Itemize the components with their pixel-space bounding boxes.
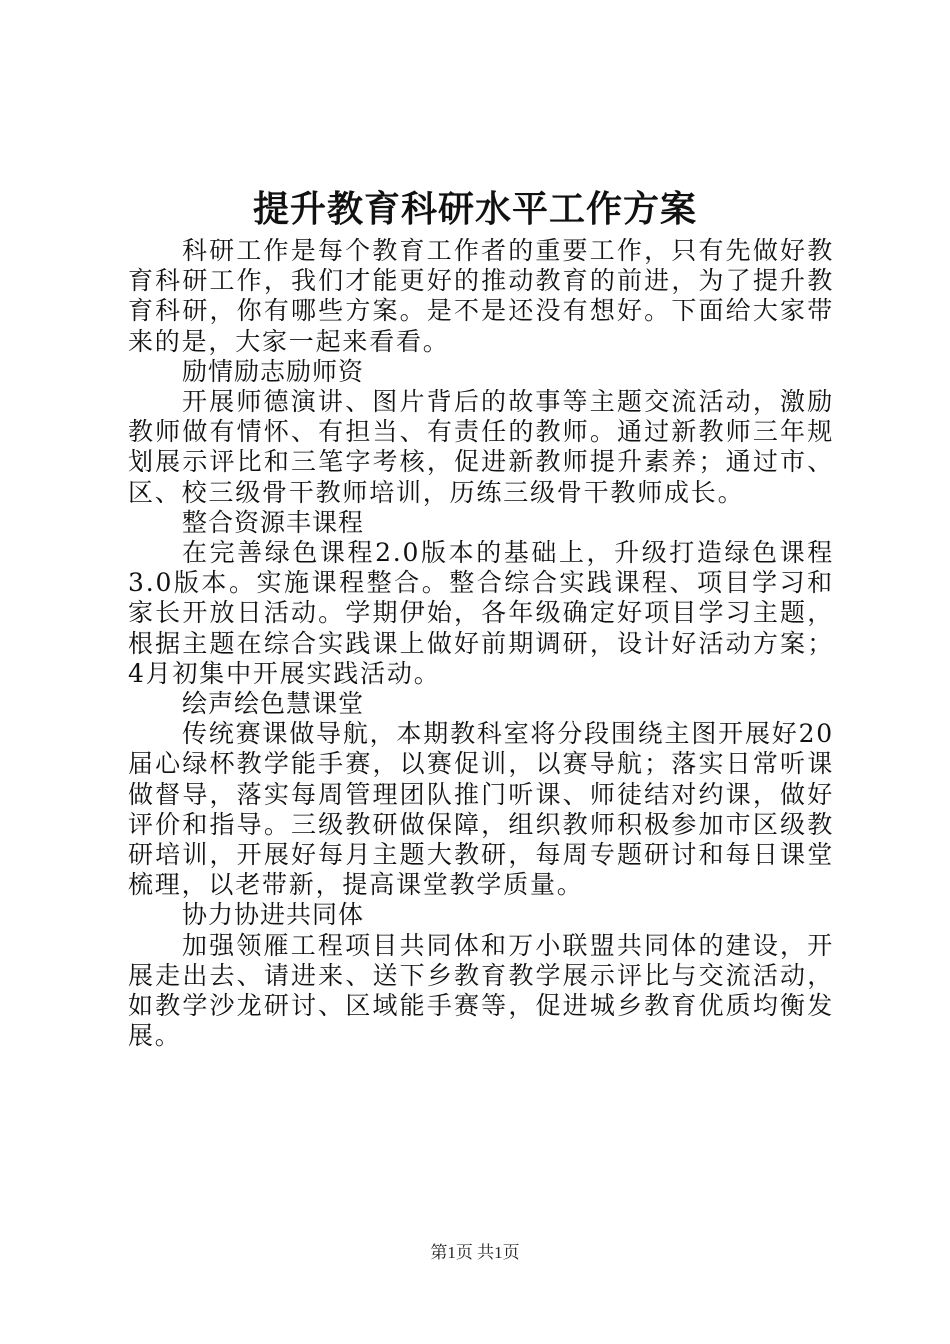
intro-paragraph: 科研工作是每个教育工作者的重要工作，只有先做好教育科研工作，我们才能更好的推动教育的前进，为了提升教育科研，你有哪些方案。是不是还没有想好。下面给大家带来的是，大家一起来看看。 <box>128 236 834 356</box>
page-footer: 第1页 共1页 <box>430 1243 520 1262</box>
section-heading-1: 励情励志励师资 <box>182 356 365 386</box>
section-paragraph-3: 传统赛课做导航，本期教科室将分段围绕主图开展好20届心绿杯教学能手赛，以赛促训，以赛导航；落实日常听课做督导，落实每周管理团队推门听课、师徒结对约课，做好评价和指导。三级教研做保障，组织教师积极参加市区级教研培训，开展好每月主题大教研，每周专题研讨和每日课堂梳理，以老带新，提高课堂教学质量。 <box>128 719 834 900</box>
section-heading-3: 绘声绘色慧课堂 <box>182 689 365 719</box>
section-paragraph-1: 开展师德演讲、图片背后的故事等主题交流活动，激励教师做有情怀、有担当、有责任的教师。通过新教师三年规划展示评比和三笔字考核，促进新教师提升素养；通过市、区、校三级骨干教师培训，历练三级骨干教师成长。 <box>128 387 834 507</box>
section-heading-4: 协力协进共同体 <box>182 900 365 930</box>
section-paragraph-2: 在完善绿色课程2.0版本的基础上，升级打造绿色课程3.0版本。实施课程整合。整合综合实践课程、项目学习和家长开放日活动。学期伊始，各年级确定好项目学习主题，根据主题在综合实践课上做好前期调研，设计好活动方案；4月初集中开展实践活动。 <box>128 538 834 688</box>
section-heading-2: 整合资源丰课程 <box>182 507 365 537</box>
section-paragraph-4: 加强领雁工程项目共同体和万小联盟共同体的建设，开展走出去、请进来、送下乡教育教学展示评比与交流活动，如教学沙龙研讨、区域能手赛等，促进城乡教育优质均衡发展。 <box>128 930 834 1051</box>
document-title: 提升教育科研水平工作方案 <box>252 188 697 230</box>
document-body <box>128 236 834 1051</box>
